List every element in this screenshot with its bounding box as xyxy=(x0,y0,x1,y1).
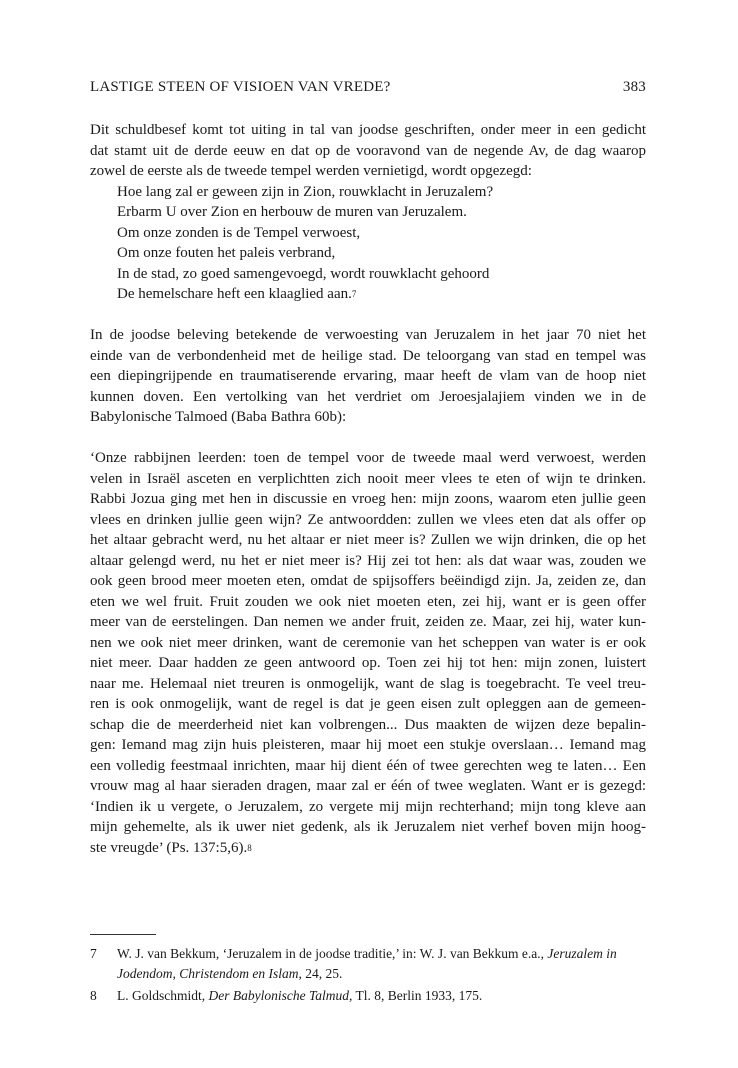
text-line: Dit schuldbesef komt tot uiting in tal van joodse geschriften, onder meer in een gedicht xyxy=(90,122,646,138)
footnote-line xyxy=(117,964,646,984)
footnote-text: L. Goldschmidt, xyxy=(117,988,206,1003)
text-line: ren is ook onmogelijk, want de regel is dat je geen eisen zult opleggen aan de gemeen- xyxy=(90,696,646,712)
poem-line xyxy=(117,284,646,306)
footnote-ref-8: 8 xyxy=(247,842,252,853)
text-line: vlees en drinken jullie geen wijn? Ze antwoordden: zullen we vlees eten dat als offer op xyxy=(90,511,646,528)
text-line: Babylonische Talmoed (Baba Bathra 60b): xyxy=(90,409,347,425)
text-line: eten we wel fruit. Fruit zouden we ook niet moeten eten, zei hij, want er is geen offer xyxy=(90,593,646,610)
footnote-ref-7: 7 xyxy=(351,289,357,299)
footnote-separator xyxy=(90,934,156,935)
text-line: nen we ook niet meer drinken, want de ceremonie van het scheppen van water is er ook xyxy=(90,634,646,651)
poem-line: In de stad, zo goed samengevoegd, wordt rouwklacht gehoord xyxy=(117,265,490,282)
footnote-line xyxy=(117,944,646,964)
footnote-text: W. J. van Bekkum, ‘Jeruzalem in de joodse traditie,’ in: W. J. van Bekkum e.a., xyxy=(117,946,545,961)
footnote-7 xyxy=(90,944,646,984)
text-line: kunnen doven. Een vertolking van het verdriet om Jeroesjalajiem vinden we in de xyxy=(90,388,646,405)
poem-block xyxy=(90,182,646,306)
poem-line: Om onze fouten het paleis verbrand, xyxy=(117,245,336,261)
text-line: meer van de eerstelingen. Dan nemen we ander fruit, zeiden ze. Maar, zei hij, water kun- xyxy=(90,614,646,630)
text-line xyxy=(90,838,646,860)
page-number: 383 xyxy=(622,79,646,95)
footnote-title: Jeruzalem in xyxy=(547,946,617,961)
text-line: gen: Iemand mag zijn huis pleisteren, maar hij moet een stukje overslaan… Iemand mag xyxy=(90,737,646,753)
text-line: mijn gehemelte, als ik uwer niet gedenk, als ik Jeruzalem niet verhef boven mijn hoog- xyxy=(90,819,646,835)
text-line: In de joodse beleving betekende de verwoesting van Jeruzalem in het jaar 70 niet het xyxy=(90,327,646,343)
text-line: een diepingrijpende en traumatiserende ervaring, maar heeft de vlam van de hoop niet xyxy=(90,368,646,384)
text-line: naar me. Helemaal niet treuren is onmogelijk, want de slag is toegebracht. Te veel treu- xyxy=(90,675,646,692)
footnote-line xyxy=(117,986,646,1006)
text-line: dat stamt uit de derde eeuw en dat op de vooravond van de negende Av, de dag waarop xyxy=(90,142,646,159)
text-line: Rabbi Jozua ging met hen in discussie en vroeg hen: mijn zoons, waarom eten jullie geen xyxy=(90,491,646,507)
text-line: een volledig feestmaal inrichten, maar hij dient één of twee gerechten weg te laten… Een xyxy=(90,757,646,774)
footnote-title: Der Babylonische Talmud xyxy=(208,988,349,1003)
text-line: zowel de eerste als de tweede tempel werden vernietigd, wordt opgezegd: xyxy=(90,163,532,179)
paragraph-intro xyxy=(90,120,646,306)
text-line: velen in Israël asceten en verplichtten zich nooit meer vlees te eten of wijn te drinken. xyxy=(90,470,646,487)
running-header xyxy=(90,76,646,98)
talmud-quote-paragraph xyxy=(90,448,646,859)
footnote-number: 8 xyxy=(90,988,97,1003)
poem-line: Hoe lang zal er geween zijn in Zion, rouwklacht in Jeruzalem? xyxy=(117,183,494,200)
running-title: LASTIGE STEEN OF VISIOEN VAN VREDE? xyxy=(90,79,391,95)
text-line: vrouw mag al haar sieraden dragen, maar zal er één of twee weglaten. Want er is gezegd: xyxy=(90,778,646,794)
text-line: het altaar gebracht werd, nu het altaar er niet meer is? Zullen we wijn drinken, die op het xyxy=(90,532,646,548)
paragraph-second xyxy=(90,325,646,428)
text-line-content: ste vreugde’ (Ps. 137:5,6). xyxy=(90,839,248,856)
text-line: ‘Indien ik u vergete, o Jeruzalem, zo vergete mij mijn rechterhand; mijn tong kleve aan xyxy=(90,798,646,815)
footnote-number: 7 xyxy=(90,946,97,961)
footnote-8 xyxy=(90,986,646,1006)
footnote-text: , 24, 25. xyxy=(298,966,343,981)
poem-line: Om onze zonden is de Tempel verwoest, xyxy=(117,224,361,241)
poem-line: Erbarm U over Zion en herbouw de muren van Jeruzalem. xyxy=(117,204,467,220)
text-line: ook geen brood meer moeten eten, omdat de spijsoffers beëindigd zijn. Ja, zeiden ze, dan xyxy=(90,573,646,589)
footnote-title: Jodendom, Christendom en Islam xyxy=(117,966,299,981)
poem-line-text: De hemelschare heft een klaaglied aan. xyxy=(117,286,352,302)
text-line: niet meer. Daar hadden ze geen antwoord op. Toen zei hij tot hen: mijn zonen, luistert xyxy=(90,655,646,671)
text-line: altaar gelengd werd, nu het er niet meer is? Hij zei tot hen: als dat waar was, zouden we xyxy=(90,552,646,569)
text-line: schap die de meerderheid niet kan volbrengen... Dus maakten de wijzen deze bepalin- xyxy=(90,716,646,733)
text-line: ‘Onze rabbijnen leerden: toen de tempel voor de tweede maal werd verwoest, werden xyxy=(90,450,646,466)
text-line: einde van de verbondenheid met de heilige stad. De teloorgang van stad en tempel was xyxy=(90,347,646,364)
footnote-text: , Tl. 8, Berlin 1933, 175. xyxy=(349,988,483,1003)
